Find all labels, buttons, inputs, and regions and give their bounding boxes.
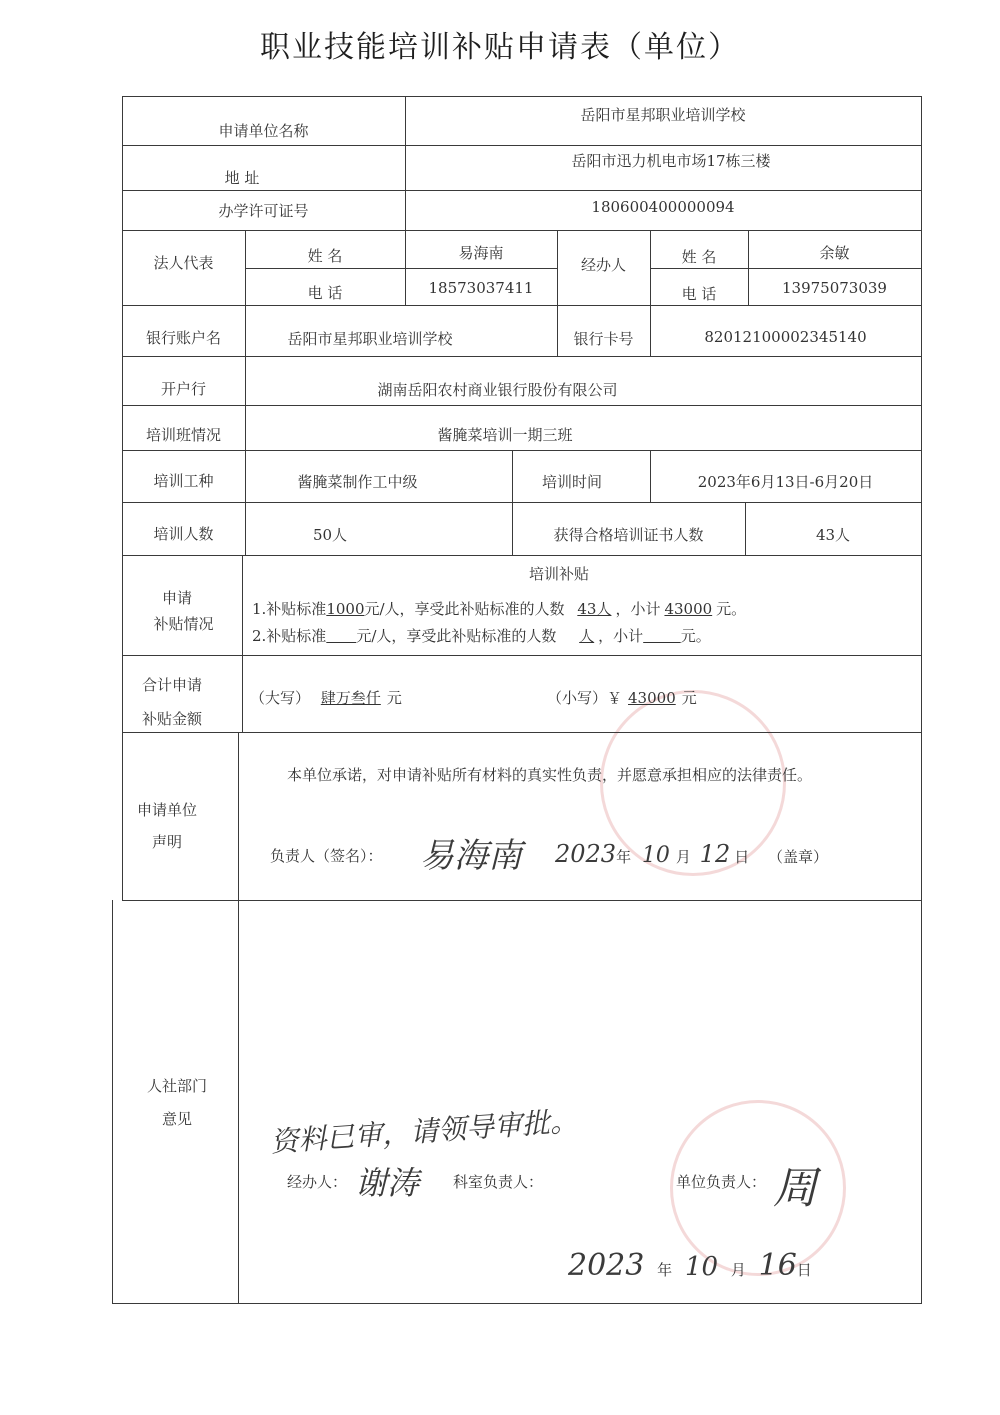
table-border-bottom — [112, 1303, 922, 1304]
row-divider — [122, 502, 922, 503]
legal-rep-label: 法人代表 — [153, 254, 214, 272]
hr-label-2: 意见 — [161, 1110, 192, 1128]
total-lower: （小写）￥ 43000 元 — [547, 689, 697, 707]
hr-label-1: 人社部门 — [146, 1077, 207, 1095]
training-time-label: 培训时间 — [541, 473, 602, 491]
legal-rep-phone-label: 电 话 — [307, 284, 343, 302]
handler-label: 经办人 — [580, 256, 626, 274]
total-label-1: 合计申请 — [141, 676, 202, 694]
certified-label: 获得合格培训证书人数 — [553, 526, 704, 544]
declaration-signer-label: 负责人（签名）： — [270, 847, 383, 865]
training-type-label: 培训工种 — [153, 472, 214, 490]
col-divider — [238, 732, 239, 1303]
row-divider — [122, 732, 922, 733]
row-divider — [122, 145, 922, 146]
row-divider — [245, 268, 557, 269]
legal-rep-name-label: 姓 名 — [307, 247, 343, 265]
legal-rep-phone: 18573037411 — [428, 279, 534, 297]
declaration-signature: 易海南 — [420, 836, 522, 876]
subsidy-label-2: 补贴情况 — [153, 615, 214, 633]
bank-card-label: 银行卡号 — [573, 330, 634, 348]
table-border-left-lower — [112, 900, 113, 1303]
hr-comment: 资料已审，请领导审批。 — [269, 1104, 579, 1159]
row-divider — [122, 305, 922, 306]
open-bank-label: 开户行 — [160, 380, 206, 398]
class-info-label: 培训班情况 — [145, 426, 221, 444]
address-value: 岳阳市迅力机电市场17栋三楼 — [571, 152, 771, 170]
hr-handler-signature: 谢涛 — [355, 1164, 420, 1202]
hr-unit-signature: 周 — [773, 1163, 817, 1214]
row-divider — [122, 405, 922, 406]
handler-name: 余敏 — [819, 244, 850, 262]
declaration-text: 本单位承诺，对申请补贴所有材料的真实性负责，并愿意承担相应的法律责任。 — [287, 766, 813, 784]
hr-unit-label: 单位负责人： — [676, 1173, 767, 1191]
handler-name-label: 姓 名 — [681, 248, 717, 266]
trainees-label: 培训人数 — [153, 525, 214, 543]
hr-handler-label: 经办人： — [287, 1173, 348, 1191]
row-divider — [122, 356, 922, 357]
declaration-label-2: 声明 — [151, 833, 182, 851]
address-label: 地 址 — [224, 169, 260, 187]
subsidy-line-2: 2.补贴标准 元/人，享受此补贴标准的人数 人 ，小计 元。 — [252, 627, 711, 645]
trainees-value: 50人 — [312, 526, 348, 544]
training-type-value: 酱腌菜制作工中级 — [297, 473, 418, 491]
bank-account-name-label: 银行账户名 — [145, 329, 221, 347]
declaration-label-1: 申请单位 — [136, 801, 197, 819]
license-value: 180600400000094 — [591, 198, 735, 216]
row-divider — [122, 190, 922, 191]
training-time-value: 2023年6月13日-6月20日 — [697, 473, 874, 491]
bank-account-name: 岳阳市星邦职业培训学校 — [287, 330, 453, 348]
bank-card-number: 82012100002345140 — [704, 328, 867, 346]
hr-date: 2023 年 10 月 16日 — [568, 1248, 812, 1283]
subsidy-label-1: 申请 — [161, 589, 192, 607]
row-divider — [122, 230, 922, 231]
handler-phone: 13975073039 — [782, 279, 887, 297]
total-label-2: 补贴金额 — [141, 710, 202, 728]
total-upper: （大写） 肆万叁仟 元 — [250, 689, 402, 707]
col-divider — [242, 555, 243, 732]
class-info-value: 酱腌菜培训一期三班 — [437, 426, 573, 444]
handler-phone-label: 电 话 — [681, 285, 717, 303]
table-border-top — [122, 96, 922, 97]
certified-value: 43人 — [815, 526, 851, 544]
license-label: 办学许可证号 — [218, 202, 309, 220]
unit-name-value: 岳阳市星邦职业培训学校 — [580, 106, 746, 124]
form-title: 职业技能培训补贴申请表（单位） — [260, 30, 740, 65]
open-bank-value: 湖南岳阳农村商业银行股份有限公司 — [377, 381, 618, 399]
row-divider — [122, 900, 922, 901]
table-border-right — [921, 96, 922, 1303]
row-divider — [122, 450, 922, 451]
legal-rep-name: 易海南 — [458, 244, 504, 262]
unit-name-label: 申请单位名称 — [218, 122, 309, 140]
row-divider — [650, 268, 922, 269]
declaration-date: 2023年 10 月 12 日 （盖章） — [555, 840, 829, 868]
subsidy-header: 培训补贴 — [528, 565, 589, 583]
hr-section-label: 科室负责人： — [453, 1173, 544, 1191]
subsidy-line-1: 1.补贴标准1000元/人，享受此补贴标准的人数 43人 ，小计 43000 元。 — [252, 600, 747, 618]
